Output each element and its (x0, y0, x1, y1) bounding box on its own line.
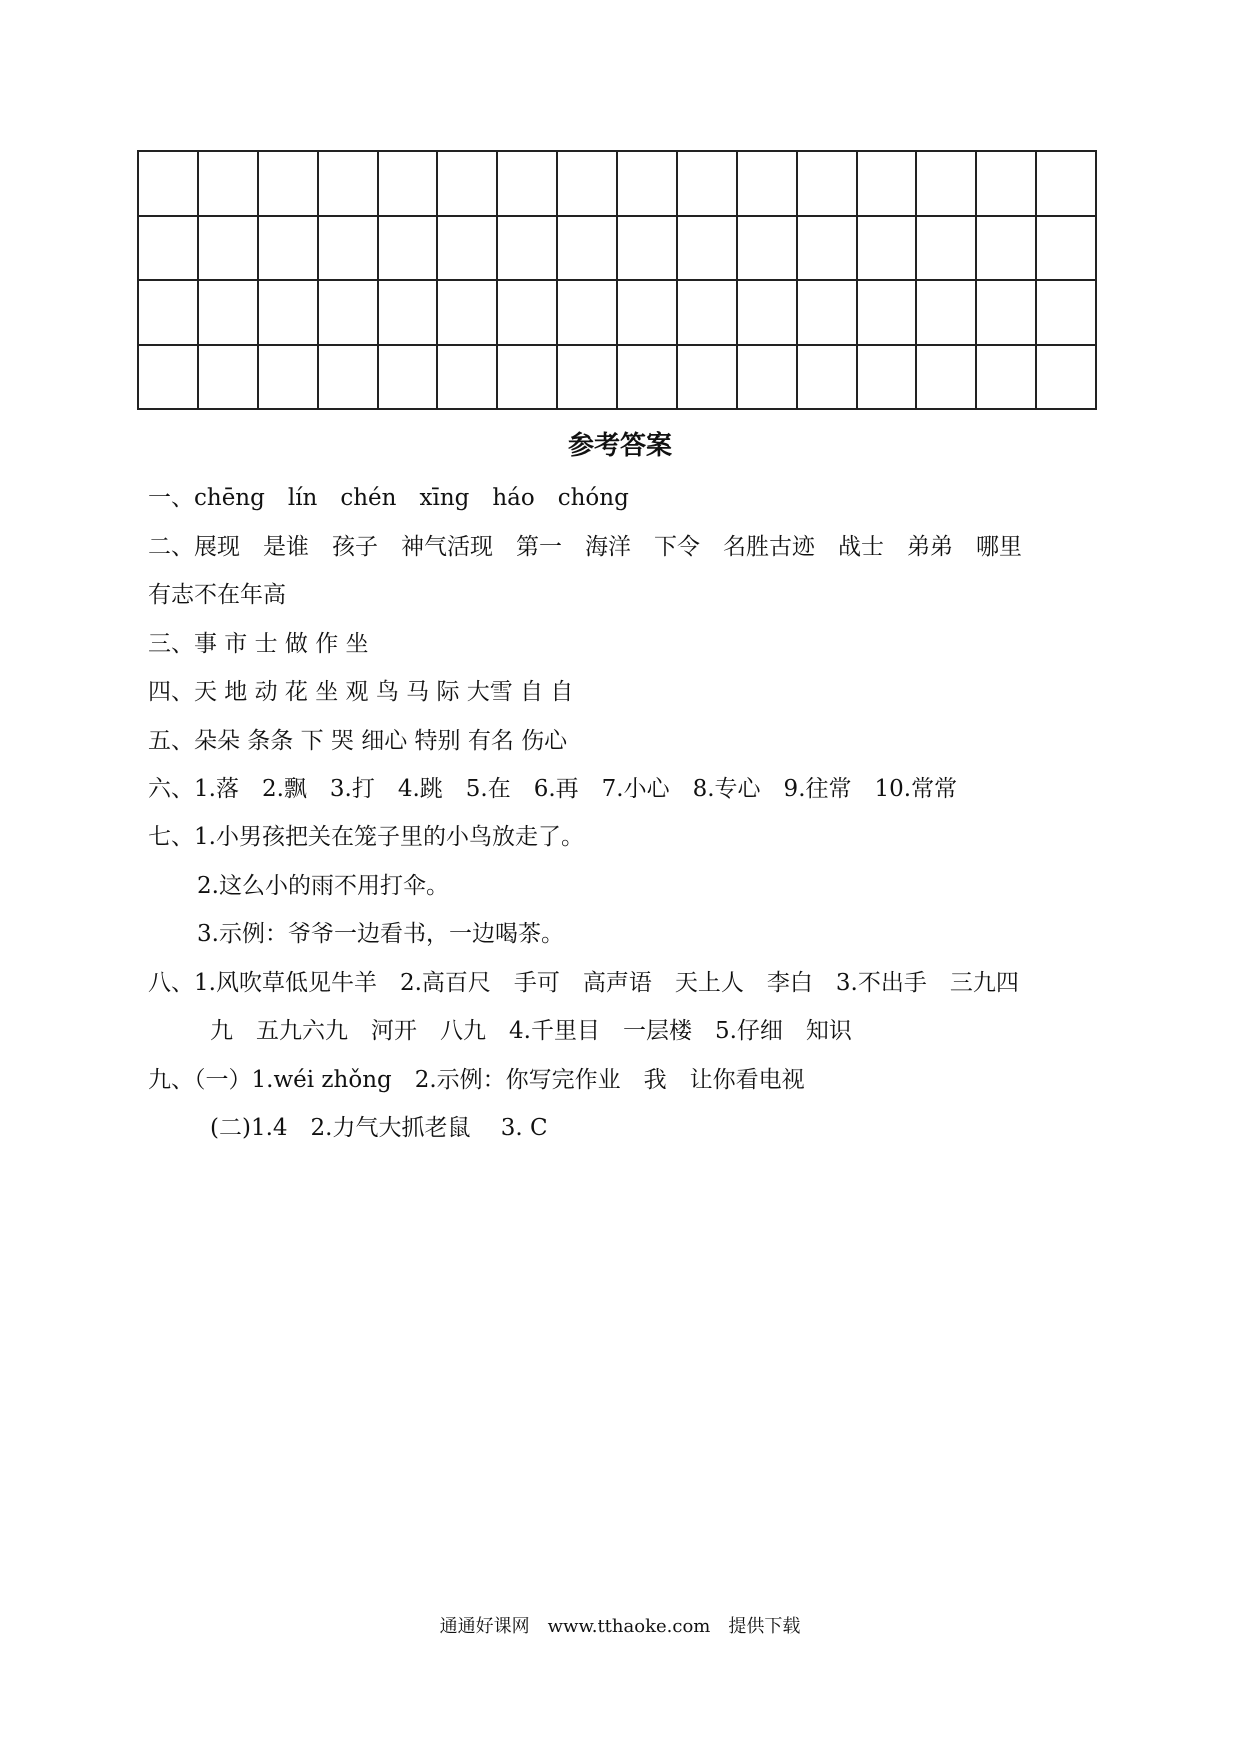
grid-cell (798, 281, 858, 346)
answer-9-2: (二)1.4 2.力气大抓老鼠 3. C (210, 1115, 548, 1141)
grid-cell (558, 152, 618, 217)
grid-cell (977, 152, 1037, 217)
answer-3: 三、事 市 士 做 作 坐 (148, 631, 369, 657)
grid-cell (1037, 281, 1097, 346)
grid-cell (379, 217, 439, 282)
grid-cell (199, 152, 259, 217)
grid-cell (917, 346, 977, 411)
answer-1: 一、chēng lín chén xīng háo chóng (148, 485, 629, 511)
grid-cell (259, 346, 319, 411)
grid-cell (738, 152, 798, 217)
grid-cell (438, 217, 498, 282)
grid-cell (558, 217, 618, 282)
answer-6: 六、1.落 2.飘 3.打 4.跳 5.在 6.再 7.小心 8.专心 9.往常 10.常常 (148, 776, 958, 802)
grid-cell (438, 281, 498, 346)
grid-cell (798, 217, 858, 282)
grid-cell (618, 152, 678, 217)
answer-7-2: 2.这么小的雨不用打伞。 (197, 873, 449, 899)
grid-cell (858, 152, 918, 217)
grid-cell (977, 281, 1037, 346)
grid-cell (139, 152, 199, 217)
grid-cell (977, 217, 1037, 282)
grid-cell (858, 217, 918, 282)
grid-cell (618, 281, 678, 346)
grid-cell (438, 152, 498, 217)
grid-cell (738, 217, 798, 282)
grid-cell (379, 152, 439, 217)
grid-cell (498, 346, 558, 411)
grid-cell (199, 346, 259, 411)
grid-cell (738, 281, 798, 346)
grid-cell (678, 346, 738, 411)
grid-cell (139, 281, 199, 346)
grid-cell (558, 346, 618, 411)
grid-cell (139, 217, 199, 282)
answer-4: 四、天 地 动 花 坐 观 鸟 马 际 大雪 自 自 (148, 679, 574, 705)
grid-cell (1037, 152, 1097, 217)
grid-cell (319, 346, 379, 411)
grid-cell (858, 346, 918, 411)
answer-2: 二、展现 是谁 孩子 神气活现 第一 海洋 下令 名胜古迹 战士 弟弟 哪里 (148, 534, 1022, 560)
grid-cell (379, 281, 439, 346)
grid-cell (858, 281, 918, 346)
grid-cell (1037, 217, 1097, 282)
grid-cell (319, 281, 379, 346)
grid-cell (438, 346, 498, 411)
grid-cell (319, 152, 379, 217)
answer-8-1: 八、1.风吹草低见牛羊 2.高百尺 手可 高声语 天上人 李白 3.不出手 三九四 (148, 970, 1019, 996)
grid-cell (1037, 346, 1097, 411)
writing-grid (137, 150, 1097, 410)
grid-cell (678, 217, 738, 282)
grid-cell (498, 217, 558, 282)
grid-cell (977, 346, 1037, 411)
grid-cell (199, 217, 259, 282)
grid-cell (618, 217, 678, 282)
answer-9-1: 九、（一）1.wéi zhǒng 2.示例：你写完作业 我 让你看电视 (148, 1067, 805, 1093)
grid-cell (798, 346, 858, 411)
grid-cell (917, 152, 977, 217)
grid-cell (259, 281, 319, 346)
grid-cell (139, 346, 199, 411)
grid-cell (678, 152, 738, 217)
grid-cell (319, 217, 379, 282)
answer-8-2: 九 五九六九 河开 八九 4.千里目 一层楼 5.仔细 知识 (210, 1018, 852, 1044)
grid-cell (618, 346, 678, 411)
answer-5: 五、朵朵 条条 下 哭 细心 特别 有名 伤心 (148, 728, 568, 754)
grid-cell (498, 281, 558, 346)
grid-cell (259, 217, 319, 282)
grid-cell (199, 281, 259, 346)
grid-cell (917, 217, 977, 282)
footer-credit: 通通好课网 www.tthaoke.com 提供下载 (439, 1616, 801, 1637)
grid-cell (558, 281, 618, 346)
grid-cell (678, 281, 738, 346)
grid-cell (379, 346, 439, 411)
grid-cell (738, 346, 798, 411)
grid-cell (498, 152, 558, 217)
grid-cell (259, 152, 319, 217)
answer-7-3: 3.示例：爷爷一边看书，一边喝茶。 (197, 921, 564, 947)
answer-title: 参考答案 (567, 431, 672, 461)
answer-2-continued: 有志不在年高 (148, 582, 286, 608)
grid-cell (798, 152, 858, 217)
answer-7-1: 七、1.小男孩把关在笼子里的小鸟放走了。 (148, 824, 584, 850)
grid-cell (917, 281, 977, 346)
